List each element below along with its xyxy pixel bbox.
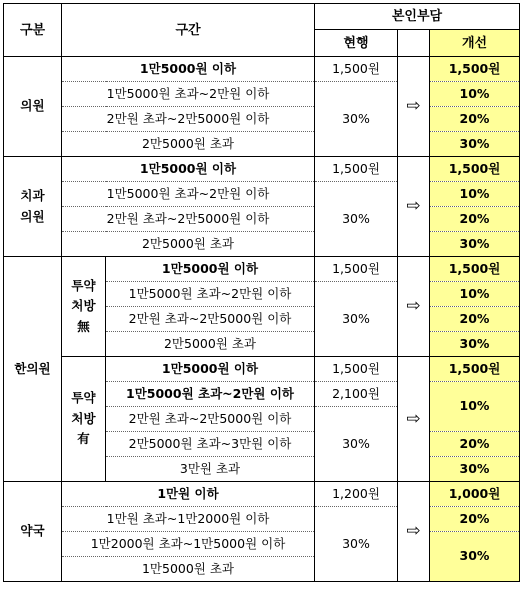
clinic-current-rate: 30% (315, 82, 398, 157)
clinic-improved-2: 10% (430, 82, 520, 107)
pharmacy-row-3 (4, 532, 520, 557)
dental-label: 치과 의원 (4, 157, 62, 257)
oriental-rx-row-1 (4, 357, 520, 382)
oriental-rx-range-4: 2만5000원 초과~3만원 이하 (106, 432, 315, 457)
pharmacy-label: 약국 (4, 482, 62, 582)
clinic-row-1 (4, 57, 520, 82)
oriental-rx-improved-2: 10% (430, 382, 520, 432)
copay-table (3, 3, 520, 582)
dental-improved-2: 10% (430, 182, 520, 207)
pharmacy-improved-3: 30% (430, 532, 520, 582)
pharmacy-row-2 (4, 507, 520, 532)
dental-arrow-icon: ⇨ (398, 157, 430, 257)
clinic-improved-3: 20% (430, 107, 520, 132)
dental-improved-4: 30% (430, 232, 520, 257)
dental-range-2: 1만5000원 초과~2만원 이하 (62, 182, 315, 207)
dental-current-rate: 30% (315, 182, 398, 257)
dental-row-4 (4, 232, 520, 257)
oriental-norx-range-4: 2만5000원 초과 (106, 332, 315, 357)
header-division: 구분 (4, 4, 62, 57)
dental-row-1 (4, 157, 520, 182)
oriental-rx-range-1: 1만5000원 이하 (106, 357, 315, 382)
dental-range-4: 2만5000원 초과 (62, 232, 315, 257)
oriental-norx-improved-1: 1,500원 (430, 257, 520, 282)
oriental-norx-range-1: 1만5000원 이하 (106, 257, 315, 282)
pharmacy-current-fixed: 1,200원 (315, 482, 398, 507)
header-arrow-blank (398, 30, 430, 57)
oriental-norx-label: 투약 처방 無 (62, 257, 106, 357)
header-current: 현행 (315, 30, 398, 57)
clinic-range-2: 1만5000원 초과~2만원 이하 (62, 82, 315, 107)
dental-range-3: 2만원 초과~2만5000원 이하 (62, 207, 315, 232)
pharmacy-improved-2: 20% (430, 507, 520, 532)
clinic-current-fixed: 1,500원 (315, 57, 398, 82)
oriental-rx-arrow-icon: ⇨ (398, 357, 430, 482)
header-improved: 개선 (430, 30, 520, 57)
dental-range-1: 1만5000원 이하 (62, 157, 315, 182)
pharmacy-range-2: 1만원 초과~1만2000원 이하 (62, 507, 315, 532)
oriental-norx-arrow-icon: ⇨ (398, 257, 430, 357)
clinic-label: 의원 (4, 57, 62, 157)
oriental-rx-current-fixed-1: 1,500원 (315, 357, 398, 382)
oriental-norx-row-1 (4, 257, 520, 282)
dental-current-fixed: 1,500원 (315, 157, 398, 182)
pharmacy-arrow-icon: ⇨ (398, 482, 430, 582)
oriental-rx-range-5: 3만원 초과 (106, 457, 315, 482)
clinic-arrow-icon: ⇨ (398, 57, 430, 157)
pharmacy-range-1: 1만원 이하 (62, 482, 315, 507)
clinic-row-3 (4, 107, 520, 132)
oriental-norx-improved-3: 20% (430, 307, 520, 332)
header-range: 구간 (62, 4, 315, 57)
clinic-row-4 (4, 132, 520, 157)
pharmacy-improved-1: 1,000원 (430, 482, 520, 507)
pharmacy-current-rate: 30% (315, 507, 398, 582)
clinic-improved-1: 1,500원 (430, 57, 520, 82)
oriental-label: 한의원 (4, 257, 62, 482)
oriental-norx-improved-2: 10% (430, 282, 520, 307)
pharmacy-range-3: 1만2000원 초과~1만5000원 이하 (62, 532, 315, 557)
clinic-range-1: 1만5000원 이하 (62, 57, 315, 82)
oriental-rx-improved-3: 20% (430, 432, 520, 457)
dental-improved-1: 1,500원 (430, 157, 520, 182)
pharmacy-range-4: 1만5000원 초과 (62, 557, 315, 582)
oriental-norx-range-3: 2만원 초과~2만5000원 이하 (106, 307, 315, 332)
header-row-1 (4, 4, 520, 30)
oriental-norx-current-rate: 30% (315, 282, 398, 357)
pharmacy-row-1 (4, 482, 520, 507)
oriental-rx-range-3: 2만원 초과~2만5000원 이하 (106, 407, 315, 432)
clinic-range-3: 2만원 초과~2만5000원 이하 (62, 107, 315, 132)
oriental-norx-improved-4: 30% (430, 332, 520, 357)
dental-improved-3: 20% (430, 207, 520, 232)
oriental-norx-range-2: 1만5000원 초과~2만원 이하 (106, 282, 315, 307)
dental-row-2 (4, 182, 520, 207)
clinic-improved-4: 30% (430, 132, 520, 157)
oriental-norx-current-fixed: 1,500원 (315, 257, 398, 282)
oriental-rx-current-rate: 30% (315, 407, 398, 482)
oriental-rx-improved-1: 1,500원 (430, 357, 520, 382)
oriental-rx-label: 투약 처방 有 (62, 357, 106, 482)
clinic-row-2 (4, 82, 520, 107)
header-copay: 본인부담 (315, 4, 520, 30)
oriental-rx-range-2: 1만5000원 초과~2만원 이하 (106, 382, 315, 407)
dental-row-3 (4, 207, 520, 232)
oriental-rx-current-fixed-2: 2,100원 (315, 382, 398, 407)
clinic-range-4: 2만5000원 초과 (62, 132, 315, 157)
oriental-rx-improved-4: 30% (430, 457, 520, 482)
